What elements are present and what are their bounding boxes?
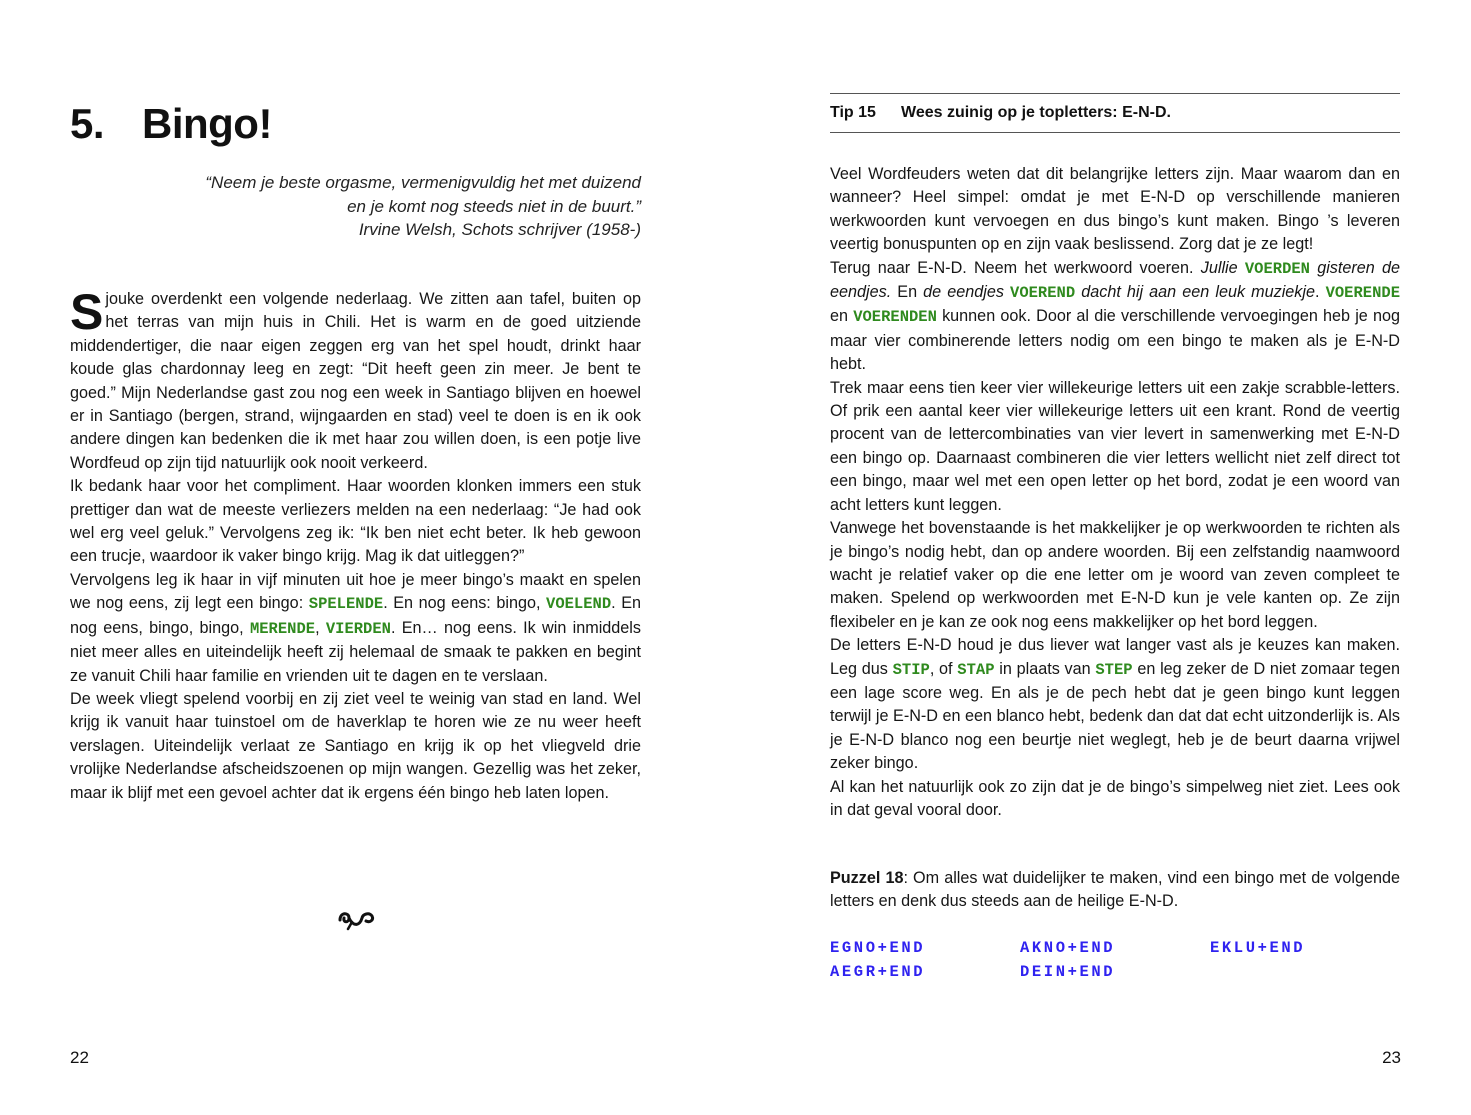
keyword-word: VOERENDE — [1325, 284, 1400, 303]
epigraph-attribution: Irvine Welsh, Schots schrijver (1958-) — [358, 220, 641, 239]
paragraph — [70, 284, 641, 475]
text-segment: in plaats van — [994, 659, 1096, 678]
tip-header — [830, 93, 1400, 133]
paragraph — [830, 634, 1400, 775]
fleuron-ornament-icon — [336, 903, 376, 933]
text-segment: En — [891, 283, 924, 302]
letter-combo: DEIN+END — [1020, 963, 1116, 982]
paragraph — [70, 569, 641, 688]
text-segment: De week vliegt spelend voorbij en zij ziet veel te weinig van stad en land. Wel krijg ik vanuit haar tuinstoel om de haverklap te horen wie ze nu weer heeft verslagen. Uiteindelijk verlaat ze Santiago en krijg ik op het vliegveld drie vrolijke Nederlandse afscheidszoenen op mijn wangen. Gezellig was het zeker, maar ik blijf met een gevoel achter dat ik ergens één bingo heb laten lopen. — [70, 689, 641, 802]
page-number: 22 — [70, 1048, 89, 1067]
italic-text: dacht hij aan een leuk muziekje — [1075, 283, 1315, 302]
tip-title: Wees zuinig op je topletters: E-N-D. — [901, 104, 1171, 121]
text-segment: Vanwege het bovenstaande is het makkelijker je op werkwoorden te richten als je bingo’s nodig hebt, dan op andere woorden. Bij een zelfstandig naamwoord wacht je relatief vaker op die ene letter om je woord van zeven compleet te maken. Spelend op werkwoorden met E-N-D kun je vele kanten op. Ze zijn flexibeler en je kan ze ook nog eens makkelijker op het bord leggen. — [830, 519, 1400, 631]
text-segment: . En nog eens, bingo, bingo, — [70, 594, 642, 637]
chapter-title-text: Bingo! — [142, 100, 272, 147]
text-segment: en leg zeker de D niet zomaar tegen een lage score weg. En als je de pech hebt dat je geen bingo kunt leggen terwijl je E-N-D en een blanco hebt, bedenk dan dat dat echt uitzonderlijk is. Als je E-N-D blanco nog een beurtje niet weglegt, heb je de beurt daarna vrijwel zeker bingo. — [830, 659, 1400, 773]
tip-body — [830, 163, 1400, 822]
chapter-body — [70, 284, 642, 805]
paragraph — [70, 688, 641, 805]
text-segment: Terug naar E-N-D. Neem het werkwoord voeren. — [830, 258, 1201, 277]
italic-text: Jullie — [1200, 258, 1245, 277]
italic-text: de eendjes — [923, 283, 1011, 302]
right-page — [736, 0, 1471, 1115]
paragraph — [70, 475, 641, 569]
text-segment: Al kan het natuurlijk ook zo zijn dat je de bingo’s simpelweg niet ziet. Lees ook in dat geval vooral door. — [830, 777, 1400, 819]
letter-combo: EGNO+END — [830, 939, 926, 957]
text-segment: . — [1315, 283, 1326, 302]
keyword-word: VOEREND — [1010, 284, 1076, 303]
keyword-word: STAP — [957, 660, 995, 679]
text-segment: , — [315, 618, 326, 637]
paragraph — [830, 257, 1400, 377]
puzzle-label: Puzzel 18 — [830, 869, 904, 887]
keyword-word: VOERENDEN — [853, 308, 937, 327]
text-segment: Ik bedank haar voor het compliment. Haar woorden klonken immers een stuk prettiger dan wat de meeste verliezers melden na een nederlaag: “Je had ook wel erg veel geluk.” Vervolgens zeg ik: “Ik ben niet echt beter. Ik heb gewoon een trucje, waardoor ik vaker bingo krijg. Mag ik dat uitleggen?” — [70, 477, 641, 566]
text-segment: , of — [929, 659, 958, 678]
keyword-word: SPELENDE — [308, 595, 384, 614]
left-page — [0, 0, 735, 1115]
letter-combo: AKNO+END — [1020, 939, 1116, 957]
chapter-number: 5. — [70, 100, 105, 147]
chapter-title — [70, 98, 272, 150]
paragraph — [830, 377, 1400, 517]
tip-label: Tip 15 — [830, 104, 876, 121]
text-segment: jouke overdenkt een volgende nederlaag. We zitten aan tafel, buiten op het terras van mijn huis in Chili. Het is warm en de goed uitziende middendertiger, die naar eigen zeggen erg van het spel houdt, drinkt haar koude glas chardonnay leeg en zegt: “Dit heeft geen zin meer. Je bent te goed.” Mijn Nederlandse gast zou nog een week in Santiago blijven en hoewel er in Santiago (bergen, strand, wijngaarden en stad) veel te doen is en ik ook andere dingen kan bedenken die ik met haar zou willen doen, is een potje live Wordfeud op zijn tijd natuurlijk ook nooit verkeerd. — [70, 290, 641, 472]
text-segment: . En nog eens: bingo, — [383, 594, 547, 613]
paragraph — [830, 776, 1400, 823]
text-segment: Vervolgens leg ik haar in vijf minuten uit hoe je meer bingo’s maakt en spelen we nog eens, zij legt een bingo: — [70, 570, 641, 613]
letter-combos — [830, 937, 1400, 984]
epigraph — [150, 171, 641, 242]
keyword-word: VOELEND — [546, 595, 612, 614]
text-segment: De letters E-N-D houd je dus liever wat langer vast als je keuzes kan maken. Leg dus — [830, 636, 1400, 678]
keyword-word: MERENDE — [249, 619, 316, 638]
drop-cap: S — [70, 284, 104, 340]
text-segment: Veel Wordfeuders weten dat dit belangrijke letters zijn. Maar waarom dan en wanneer? Heel simpel: omdat je met E-N-D op verschillende manieren werkwoorden kunt vervoegen en dus bingo’s kunt maken. Bingo ’s leveren veertig bonuspunten op en zijn vaak beslissend. Zorg dat je ze legt! — [830, 165, 1400, 254]
paragraph — [830, 517, 1400, 634]
paragraph — [830, 163, 1400, 257]
text-segment: Trek maar eens tien keer vier willekeurige letters uit een zakje scrabble-letters. Of prik een aantal keer vier willekeurige letters uit een krant. Rond de veertig procent van de lettercombinaties van vier levert in samenwerking met E-N-D een bingo op. Daarnaast combineren die vier letters wellicht niet zelf direct tot een bingo, maar wel met een open letter op het bord, zodat je een woord van acht letters kunt leggen. — [830, 378, 1400, 514]
keyword-word: VIERDEN — [325, 619, 391, 638]
keyword-word: STEP — [1095, 660, 1133, 679]
italic-text: gisteren de eendjes. — [830, 258, 1400, 302]
text-segment: kunnen ook. Door al die verschillende vervoegingen heb je nog maar vier combinerende letters nodig om een bingo te maken als je E-N-D hebt. — [830, 307, 1400, 374]
epigraph-line: en je komt nog steeds niet in de buurt.” — [347, 196, 641, 216]
text-segment: . En… nog eens. Ik win inmiddels niet meer alles en uiteindelijk heeft zij helemaal de smaak te pakken en begint ze vanuit Chili haar familie en vrienden uit te dagen en te verslaan. — [70, 618, 641, 685]
puzzle-text: : Om alles wat duidelijker te maken, vind een bingo met de volgende letters en denk dus steeds aan de heilige E-N-D. — [830, 869, 1400, 911]
page-number: 23 — [1382, 1048, 1401, 1067]
keyword-word: VOERDEN — [1244, 259, 1310, 278]
letter-combo: EKLU+END — [1210, 939, 1306, 957]
puzzle-intro — [830, 867, 1400, 914]
text-segment: en — [830, 307, 854, 326]
keyword-word: STIP — [892, 660, 930, 679]
letter-combo: AEGR+END — [830, 963, 926, 982]
epigraph-line: “Neem je beste orgasme, vermenigvuldig het met duizend — [205, 173, 641, 192]
